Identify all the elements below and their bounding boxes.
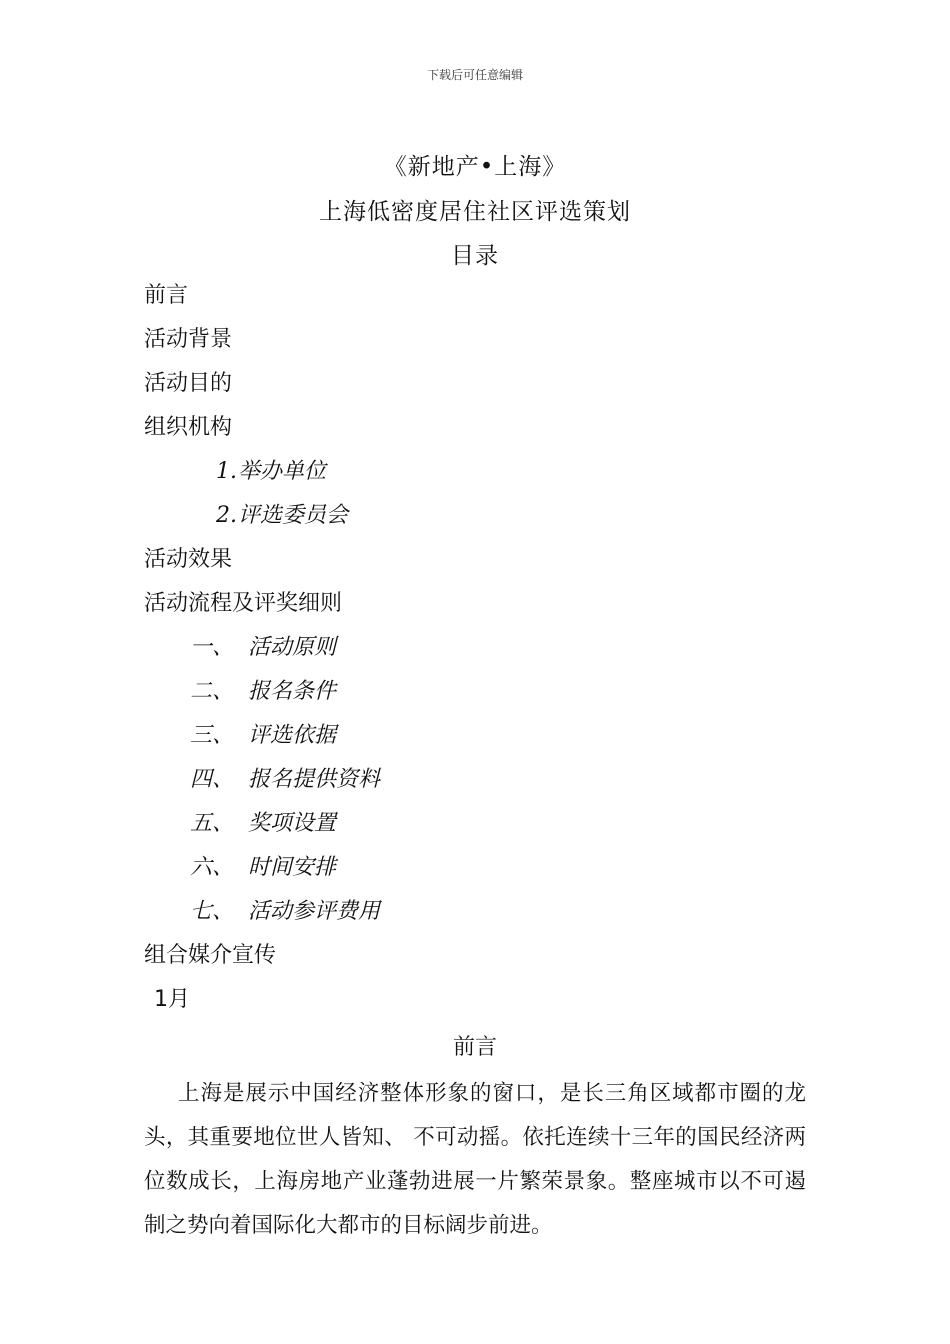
table-of-contents — [144, 280, 824, 1028]
toc-subitem-label: 举办单位 — [238, 459, 327, 484]
toc-subitem-label: 评选依据 — [248, 723, 337, 748]
toc-subitem-number: 七、 — [190, 899, 235, 924]
toc-subitem-number: 二、 — [190, 679, 235, 704]
toc-subitem — [144, 896, 824, 940]
toc-item-media: 组合媒介宣传 — [144, 943, 277, 968]
toc-subitem-label: 奖项设置 — [248, 811, 337, 836]
toc-subitem-number: 四、 — [190, 767, 235, 792]
toc-subitem — [144, 852, 824, 896]
toc-subitem — [144, 764, 824, 808]
toc-subitem-number: 1. — [216, 459, 237, 484]
toc-subitem — [144, 720, 824, 764]
toc-item-organization: 组织机构 — [144, 415, 233, 440]
toc-item-background: 活动背景 — [144, 327, 233, 352]
toc-item-preface: 前言 — [144, 283, 189, 308]
toc-subitem — [144, 456, 824, 500]
toc-heading: 目录 — [451, 243, 499, 269]
toc-item-purpose: 活动目的 — [144, 371, 233, 396]
toc-subitem-number: 五、 — [190, 811, 235, 836]
toc-item-effect: 活动效果 — [144, 547, 233, 572]
toc-item-month: 1月 — [154, 987, 190, 1012]
document-title: 《新地产•上海》 — [383, 154, 567, 180]
toc-subitem — [144, 500, 824, 544]
section-heading-preface: 前言 — [452, 1035, 497, 1060]
toc-subitem-label: 报名提供资料 — [248, 767, 381, 792]
toc-subitem-number: 一、 — [190, 635, 235, 660]
toc-subitem-label: 评选委员会 — [238, 503, 349, 528]
toc-subitem-number: 六、 — [190, 855, 235, 880]
toc-subitem — [144, 632, 824, 676]
toc-subitem-number: 2. — [216, 503, 237, 528]
toc-subitem-label: 报名条件 — [248, 679, 337, 704]
toc-subitem-label: 活动参评费用 — [248, 899, 381, 924]
toc-subitem-label: 活动原则 — [248, 635, 337, 660]
header-note: 下载后可任意编辑 — [426, 68, 523, 82]
toc-subitem-label: 时间安排 — [248, 855, 337, 880]
toc-item-process: 活动流程及评奖细则 — [144, 591, 343, 616]
toc-subitem-number: 三、 — [190, 723, 235, 748]
preface-paragraph: 上海是展示中国经济整体形象的窗口，是长三角区域都市圈的龙头，其重要地位世人皆知、 不可动摇。依托连续十三年的国民经济两位数成长，上海房地产业蓬勃进展一片繁荣景象。整座城市以不可遏制之势向着国际化大都市的目标阔步前进。 — [144, 1081, 806, 1238]
toc-subitem — [144, 676, 824, 720]
document-subtitle: 上海低密度居住社区评选策划 — [319, 199, 631, 225]
toc-subitem — [144, 808, 824, 852]
